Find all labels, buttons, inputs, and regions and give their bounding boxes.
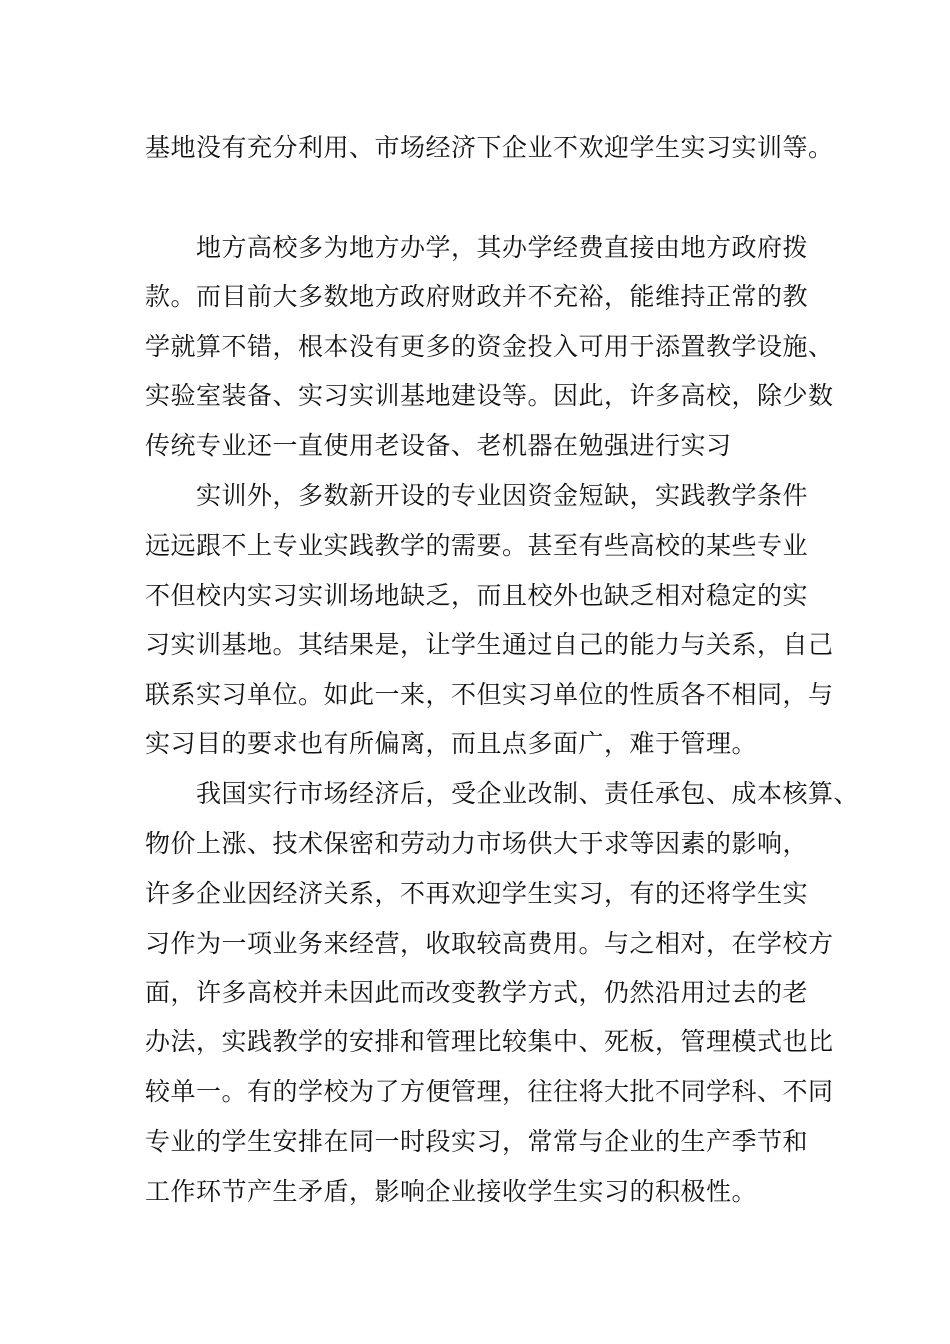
text-line: 学就算不错，根本没有更多的资金投入可用于添置教学设施、 [145,332,834,361]
text-line: 物价上涨、技术保密和劳动力市场供大于求等因素的影响， [145,829,809,858]
text-line: 较单一。有的学校为了方便管理，往往将大批不同学科、不同 [145,1077,834,1106]
text-line: 基地没有充分利用、市场经济下企业不欢迎学生实习实训等。 [145,133,834,162]
text-line: 实验室装备、实习实训基地建设等。因此，许多高校，除少数 [145,381,834,410]
text-line: 实习目的要求也有所偏离，而且点多面广，难于管理。 [145,729,758,758]
text-line: 我国实行市场经济后，受企业改制、责任承包、成本核算、 [196,779,860,808]
text-line: 款。而目前大多数地方政府财政并不充裕，能维持正常的教 [145,282,809,311]
text-line: 联系实习单位。如此一来，不但实习单位的性质各不相同，与 [145,680,834,709]
text-line: 不但校内实习实训场地缺乏，而且校外也缺乏相对稳定的实 [145,581,809,610]
text-line: 远远跟不上专业实践教学的需要。甚至有些高校的某些专业 [145,531,809,560]
text-line: 习实训基地。其结果是，让学生通过自己的能力与关系，自己 [145,630,834,659]
text-line: 习作为一项业务来经营，收取较高费用。与之相对，在学校方 [145,929,834,958]
text-line: 实训外，多数新开设的专业因资金短缺，实践教学条件 [196,481,809,510]
text-line: 办法，实践教学的安排和管理比较集中、死板，管理模式也比 [145,1027,834,1056]
text-line: 许多企业因经济关系，不再欢迎学生实习，有的还将学生实 [145,879,809,908]
text-line: 专业的学生安排在同一时段实习，常常与企业的生产季节和 [145,1127,809,1156]
text-line: 面，许多高校并未因此而改变教学方式，仍然沿用过去的老 [145,978,809,1007]
text-line: 地方高校多为地方办学，其办学经费直接由地方政府拨 [196,233,809,262]
text-line: 工作环节产生矛盾，影响企业接收学生实习的积极性。 [145,1177,758,1206]
text-line: 传统专业还一直使用老设备、老机器在勉强进行实习 [145,431,732,460]
